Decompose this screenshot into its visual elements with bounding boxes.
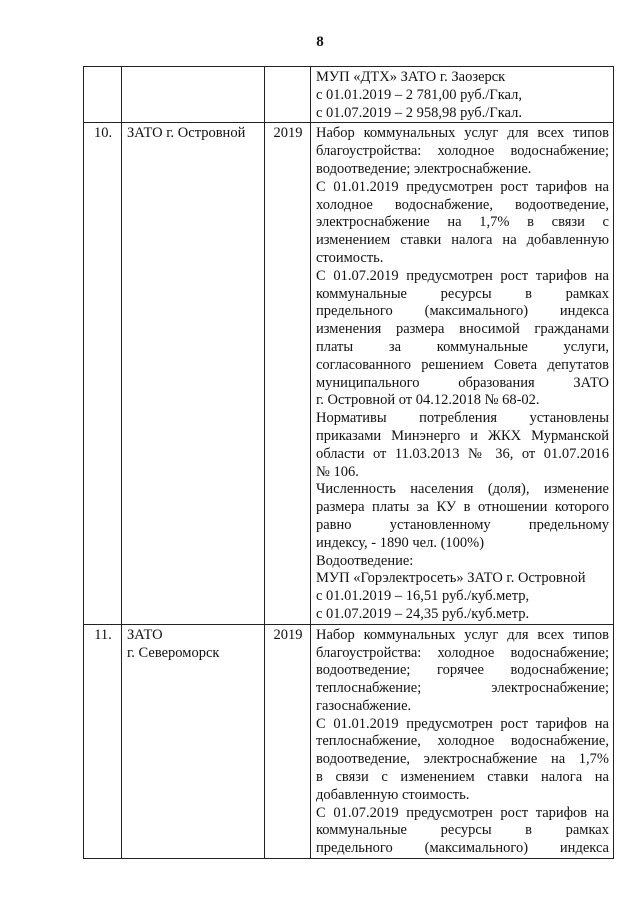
description-line: МУП «ДТХ» ЗАТО г. Заозерск	[316, 69, 506, 85]
table-row	[84, 123, 614, 624]
municipality-name-line: ЗАТО г. Островной	[127, 125, 246, 142]
description-line: предельного (максимального) индекса	[316, 303, 609, 320]
municipality-cell	[122, 67, 265, 123]
description-line: индексу, - 1890 чел. (100%)	[316, 534, 485, 551]
description-line: в связи с изменением ставки налога на	[316, 769, 609, 786]
description-line: водоотведение, электроснабжение на 1,7%	[316, 751, 609, 768]
description-line: Численность населения (доля), изменение	[316, 481, 609, 498]
description-line: коммунальные ресурсы в рамках	[316, 285, 609, 302]
description-line: с 01.07.2019 – 24,35 руб./куб.метр.	[316, 605, 530, 622]
description-line: холодное водоснабжение, водоотведение,	[316, 196, 609, 213]
description-line: Набор коммунальных услуг для всех типов	[316, 125, 609, 142]
description-line: стоимость.	[316, 249, 384, 266]
description-line: области от 11.03.2013 № 36, от 01.07.2016	[316, 445, 609, 462]
description-line: г. Островной от 04.12.2018 № 68-02.	[316, 392, 540, 409]
description-line: изменения размера вносимой гражданами	[316, 321, 609, 338]
description-line: коммунальные ресурсы в рамках	[316, 822, 609, 839]
description-line: водоотведение; горячее водоснабжение;	[316, 662, 609, 679]
description-line: размера платы за КУ в отношении которого	[316, 499, 609, 516]
description-line: электроснабжение на 1,7% в связи с	[316, 214, 609, 231]
description-line: С 01.01.2019 предусмотрен рост тарифов на	[316, 715, 609, 732]
description-line: равно установленному предельному	[316, 516, 609, 533]
description-line: с 01.01.2019 – 16,51 руб./куб.метр,	[316, 588, 530, 605]
description-line: платы за коммунальные услуги,	[316, 338, 609, 355]
description-line: МУП «Горэлектросеть» ЗАТО г. Островной	[316, 570, 586, 587]
tariff-table-body	[84, 67, 614, 859]
description-line: С 01.07.2019 предусмотрен рост тарифов на	[316, 804, 609, 821]
table-row	[84, 67, 614, 123]
description-line: согласованного решением Совета депутатов	[316, 356, 609, 373]
description-line: теплоснабжение, холодное водоснабжение,	[316, 733, 609, 750]
row-number-cell: 10.	[84, 123, 122, 624]
municipality-cell	[122, 624, 265, 858]
description-line: С 01.01.2019 предусмотрен рост тарифов на	[316, 178, 609, 195]
description-line: муниципального образования ЗАТО	[316, 374, 609, 391]
description-line: теплоснабжение; электроснабжение;	[316, 680, 609, 697]
description-line: газоснабжение.	[316, 697, 412, 714]
year-cell	[265, 67, 311, 123]
municipality-name-line: г. Североморск	[127, 644, 220, 661]
description-line: С 01.07.2019 предусмотрен рост тарифов на	[316, 267, 609, 284]
description-cell	[311, 67, 614, 123]
description-line: № 106.	[316, 463, 359, 480]
row-number-cell	[84, 67, 122, 123]
year-cell: 2019	[265, 624, 311, 858]
description-line: изменением ставки налога на добавленную	[316, 232, 609, 249]
table-row	[84, 624, 614, 858]
description-line: приказами Минэнерго и ЖКХ Мурманской	[316, 427, 609, 444]
description-line: с 01.07.2019 – 2 958,98 руб./Гкал.	[316, 104, 522, 121]
description-line: предельного (максимального) индекса	[316, 840, 609, 857]
year-cell: 2019	[265, 123, 311, 624]
description-line: Нормативы потребления установлены	[316, 410, 609, 427]
municipality-cell	[122, 123, 265, 624]
description-cell	[311, 624, 614, 858]
page-number: 8	[316, 34, 324, 50]
description-cell	[311, 123, 614, 624]
description-line: с 01.01.2019 – 2 781,00 руб./Гкал,	[316, 86, 522, 103]
description-line: Водоотведение:	[316, 552, 414, 569]
tariff-table	[83, 66, 614, 859]
municipality-name-line: ЗАТО	[127, 626, 163, 643]
description-line: благоустройства: холодное водоснабжение;	[316, 143, 609, 160]
description-line: благоустройства: холодное водоснабжение;	[316, 644, 609, 661]
description-line: Набор коммунальных услуг для всех типов	[316, 626, 609, 643]
description-line: добавленную стоимость.	[316, 786, 470, 803]
description-line: водоотведение; электроснабжение.	[316, 160, 532, 177]
row-number-cell: 11.	[84, 624, 122, 858]
